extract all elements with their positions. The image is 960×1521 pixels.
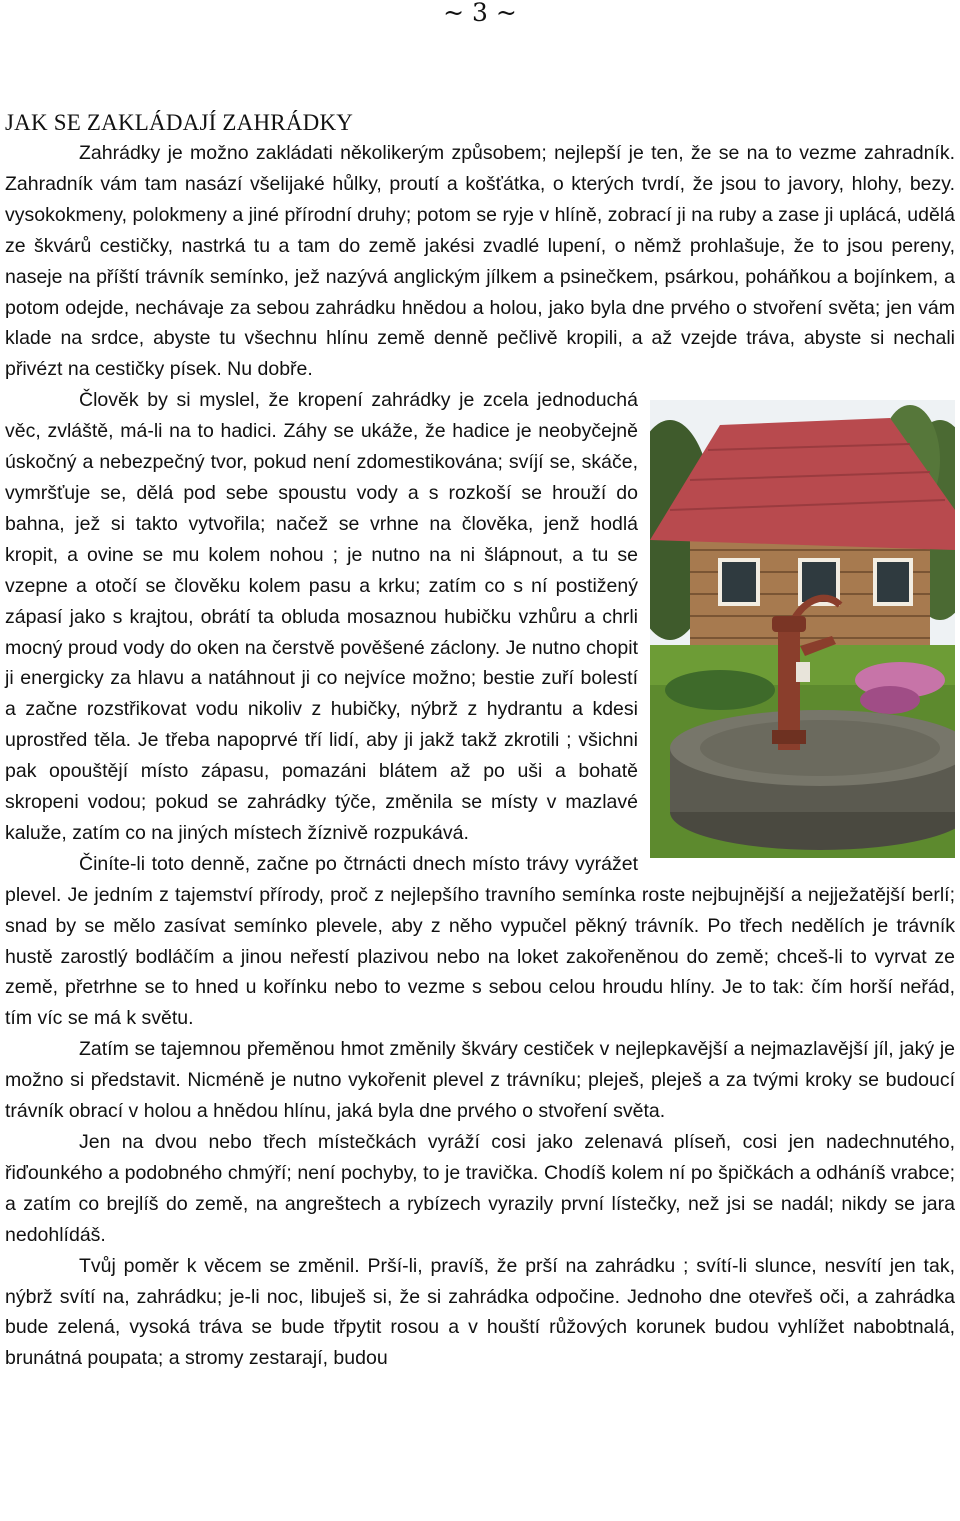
- article-body: [5, 138, 955, 1374]
- paragraph-1: Zahrádky je možno zakládati několikerým způsobem; nejlepší je ten, že se na to vezme zahradník. Zahradník vám tam nasází všelijaké hůlky, proutí a košťátka, o kterých tvrdí, že jsou to javory, hlohy, bezy. vysokokmeny, polokmeny a jiné přírodní druhy; potom se ryje v hlíně, zobrací ji na ruby a zase ji uplácá, udělá ze škvárů cestičky, nastrká tu a tam do země jakési zvadlé lupení, o němž prohlašuje, že to jsou pereny, naseje na příští trávník semínko, jež nazývá anglickým jílkem a psinečkem, psárkou, poháňkou a bojínkem, a potom odejde, nechávaje za sebou zahrádku hnědou a holou, jako byla dne prvého o stvoření světa; jen vám klade na srdce, abyste tu všechnu hlínu země denně pečlivě kropili, a až vzejde tráva, abyste si nechali přivézt na cestičky písek. Nu dobře.: [5, 142, 955, 381]
- paragraph-2: Člověk by si myslel, že kropení zahrádky je zcela jednoduchá věc, zvláště, má-li na to hadici. Záhy se ukáže, že hadice je neobyčejně úskočný a nebezpečný tvor, pokud není zdomestikována; svíjí se, skáče, vymršťuje se, dělá pod sebe spoustu vody a s rozkoší se hrouží do bahna, jež si takto vytvořila; načež se vrhne na člověka, jenž hodlá kropit, a ovine se mu kolem nohou ; je nutno na ni šlápnout, a tu se vzepne a otočí se člověku kolem pasu a krku; zatím co s ní postižený zápasí jako s krajtou, obrátí ta obluda mosaznou hubičku vzhůru a chrli mocný proud vody do oken na čerstvě pověšené záclony. Je nutno chopit ji energicky za hlavu a natáhnout ji co nejvíce možno; bestie zuří bolestí a začne rozstřikovat vodu nikoliv z hubičky, nýbrž z hydrantu a kdesi uprostřed těla. Je třeba napoprvé tří lidí, aby ji jakž takž zkrotili ; všichni pak opouštějí místo zápasu, pomazáni blátem až po uši a bohatě skropeni vodou; pokud se zahrádky týče, změnila se místy v mazlavé kaluže, zatím co na jiných místech žíznivě rozpukává.: [5, 389, 638, 844]
- garden-pump-photo: [650, 400, 955, 858]
- house-window: [720, 560, 758, 604]
- garden-pump-illustration: [650, 400, 955, 858]
- paragraph-3: Činíte-li toto denně, začne po čtrnácti dnech místo trávy vyrážet plevel. Je jedním z tajemství přírody, proč z nejlepšího travního semínka roste nejbujnější a nejježatější berlí; snad by se mělo zasívat semínko plevele, aby z něho vypučel pěkný trávník. Po třech nedělích je trávník hustě zarostlý bodláčím a jinou neřestí plazivou nebo na loket zakořeněnou do země; chceš-li to vyrvat ze země, přetrhne se to hned u kořínku nebo to vezme s sebou celou hroudu hlíny. Je to tak: čím horší neřád, tím víc se má k světu.: [5, 852, 955, 1030]
- page-number: ~ 3 ~: [443, 0, 517, 27]
- paragraph-4: Zatím se tajemnou přeměnou hmot změnily škváry cestiček v nejlepkavější a nejmazlavější jíl, jaký je možno si představit. Nicméně je nutno vykořenit plevel z trávníku; pleješ, pleješ a za tvými kroky se budoucí trávník obrací v holou a hnědou hlínu, jaká byla dne prvého o stvoření světa.: [5, 1038, 955, 1123]
- paragraph-5: Jen na dvou nebo třech místečkách vyráží cosi jako zelenavá plíseň, cosi jen nadechnutého, řiďounkého a podobného chmýří; není pochyby, to je travička. Chodíš kolem ní po špičkách a odháníš vrabce; a zatím co brejlíš do země, na angreštech a rybízech vyrazily první lístečky, než jsi se nadál; nikdy se jara nedohlídáš.: [5, 1131, 955, 1246]
- paragraph-6: Tvůj poměr k věcem se změnil. Prší-li, pravíš, že prší na zahrádku ; svítí-li slunce, nesvítí jen tak, nýbrž svítí na, zahrádku; je-li noc, libuješ si, že si zahrádka odpočine. Jednoho dne otevřeš oči, a zahrádka bude zelená, vysoká tráva se bude třpytit rosou a v houští růžových korunek budou vyhlížet nabobtnalá, brunátná poupata; a stromy zestarají, budou: [5, 1254, 955, 1370]
- pump-tag: [796, 662, 810, 682]
- article-title: JAK SE ZAKLÁDAJÍ ZAHRÁDKY: [5, 110, 354, 135]
- house-window: [875, 560, 911, 604]
